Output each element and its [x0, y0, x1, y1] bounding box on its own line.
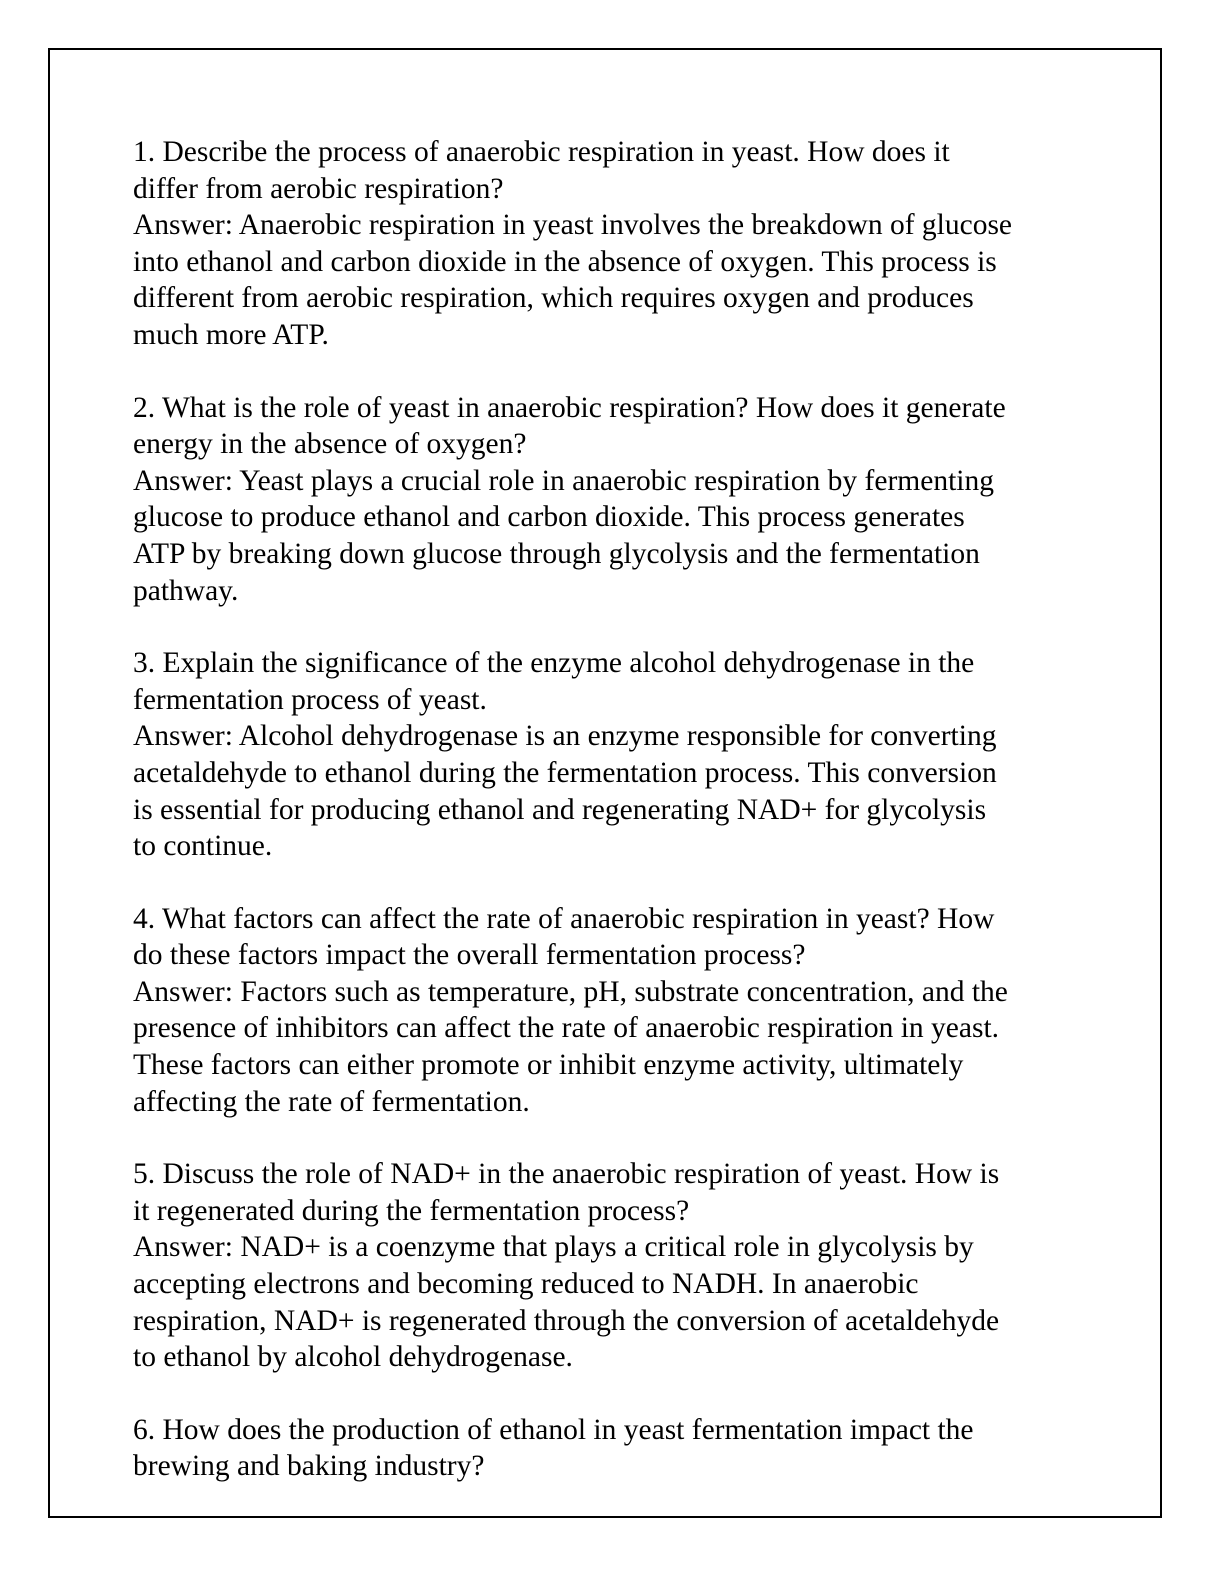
answer-4-line-2: presence of inhibitors can affect the rate of anaerobic respiration in yeast. — [133, 1012, 1000, 1045]
question-5-line-1: 5. Discuss the role of NAD+ in the anaerobic respiration of yeast. How is — [133, 1158, 1000, 1191]
qa-item-1 — [133, 134, 1093, 354]
question-5-line-2: it regenerated during the fermentation process? — [133, 1194, 690, 1227]
question-6-line-1: 6. How does the production of ethanol in yeast fermentation impact the — [133, 1413, 974, 1446]
answer-2-line-4: pathway. — [133, 574, 239, 607]
document-body — [133, 134, 1093, 1485]
answer-3-line-3: is essential for producing ethanol and regenerating NAD+ for glycolysis — [133, 793, 987, 826]
answer-5-line-3: respiration, NAD+ is regenerated through the conversion of acetaldehyde — [133, 1304, 1000, 1337]
qa-item-4 — [133, 901, 1093, 1121]
qa-item-2 — [133, 390, 1093, 610]
qa-item-3 — [133, 645, 1093, 865]
answer-3-line-1: Answer: Alcohol dehydrogenase is an enzyme responsible for converting — [133, 720, 997, 753]
answer-4-line-3: These factors can either promote or inhibit enzyme activity, ultimately — [133, 1049, 964, 1082]
answer-2-line-3: ATP by breaking down glucose through glycolysis and the fermentation — [133, 537, 980, 570]
answer-5-line-1: Answer: NAD+ is a coenzyme that plays a critical role in glycolysis by — [133, 1231, 974, 1264]
answer-2-line-2: glucose to produce ethanol and carbon dioxide. This process generates — [133, 501, 965, 534]
answer-1-line-2: into ethanol and carbon dioxide in the absence of oxygen. This process is — [133, 245, 997, 278]
answer-1-line-4: much more ATP. — [133, 318, 329, 351]
answer-4-line-4: affecting the rate of fermentation. — [133, 1085, 530, 1118]
answer-5-line-2: accepting electrons and becoming reduced to NADH. In anaerobic — [133, 1268, 919, 1301]
question-3-line-2: fermentation process of yeast. — [133, 683, 487, 716]
qa-item-6 — [133, 1412, 1093, 1485]
answer-1-line-1: Answer: Anaerobic respiration in yeast involves the breakdown of glucose — [133, 209, 1013, 242]
question-6-line-2: brewing and baking industry? — [133, 1450, 485, 1483]
question-2-line-2: energy in the absence of oxygen? — [133, 428, 527, 461]
question-4-line-2: do these factors impact the overall fermentation process? — [133, 939, 806, 972]
question-1-line-1: 1. Describe the process of anaerobic respiration in yeast. How does it — [133, 136, 950, 168]
answer-3-line-2: acetaldehyde to ethanol during the fermentation process. This conversion — [133, 756, 997, 789]
question-3-line-1: 3. Explain the significance of the enzyme alcohol dehydrogenase in the — [133, 647, 975, 680]
answer-2-line-1: Answer: Yeast plays a crucial role in anaerobic respiration by fermenting — [133, 464, 994, 497]
answer-4-line-1: Answer: Factors such as temperature, pH, substrate concentration, and the — [133, 975, 1008, 1008]
question-2-line-1: 2. What is the role of yeast in anaerobic respiration? How does it generate — [133, 391, 1006, 424]
question-4-line-1: 4. What factors can affect the rate of anaerobic respiration in yeast? How — [133, 902, 995, 935]
answer-1-line-3: different from aerobic respiration, which requires oxygen and produces — [133, 282, 974, 315]
answer-5-line-4: to ethanol by alcohol dehydrogenase. — [133, 1341, 573, 1374]
qa-item-5 — [133, 1156, 1093, 1376]
question-1-line-2: differ from aerobic respiration? — [133, 172, 504, 205]
answer-3-line-4: to continue. — [133, 830, 273, 863]
